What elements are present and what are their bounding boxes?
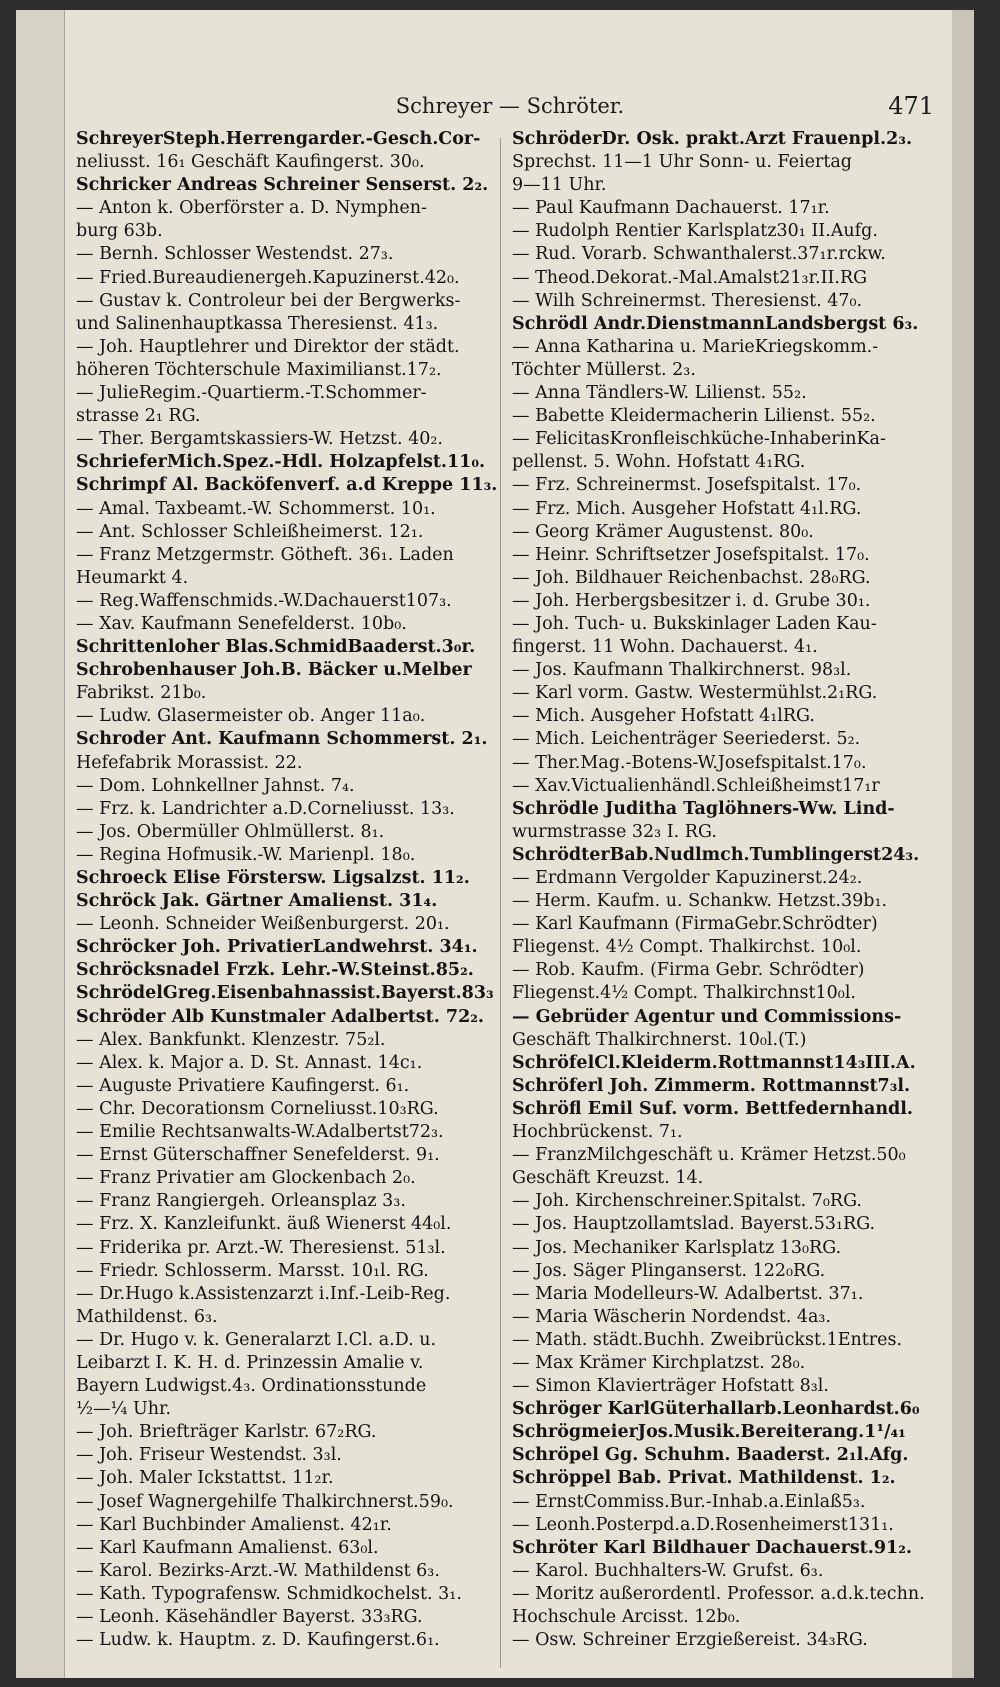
directory-entry-line: — Jos. Mechaniker Karlsplatz 13₀RG. [512, 1237, 842, 1258]
directory-entry-line: — Auguste Privatiere Kaufingerst. 6₁. [76, 1075, 410, 1096]
page-edge [952, 10, 974, 1678]
directory-entry-line: pellenst. 5. Wohn. Hofstatt 4₁RG. [512, 452, 806, 473]
directory-entry-line: — Amal. Taxbeamt.-W. Schommerst. 10₁. [76, 498, 436, 519]
directory-entry-line: SchrögmeierJos.Musik.Bereiterang.1¹/₄₁ [512, 1422, 906, 1443]
directory-entry-line: Schröger KarlGüterhallarb.Leonhardst.6₀ [512, 1399, 920, 1420]
directory-entry-line: — Mich. Leichenträger Seeriederst. 5₂. [512, 729, 861, 750]
directory-entry-line: — Anna Katharina u. MarieKriegskomm.- [512, 336, 879, 357]
directory-entry-line: Fliegenst. 4½ Compt. Thalkirchst. 10₀l. [512, 937, 862, 958]
column-divider [500, 138, 501, 1668]
directory-entry-line: — Joh. Herbergsbesitzer i. d. Grube 30₁. [512, 590, 871, 611]
directory-entry-line: — Josef Wagnergehilfe Thalkirchnerst.59₀. [76, 1491, 454, 1512]
directory-entry-line: strasse 2₁ RG. [76, 406, 201, 427]
directory-entry-line: — Alex. k. Major a. D. St. Annast. 14c₁. [76, 1052, 423, 1073]
directory-entry-line: — Joh. Tuch- u. Bukskinlager Laden Kau- [512, 613, 877, 634]
directory-entry-line: Geschäft Thalkirchnerst. 10₀l.(T.) [512, 1029, 807, 1050]
directory-entry-line: SchröderDr. Osk. prakt.Arzt Frauenpl.2₃. [512, 129, 913, 149]
directory-entry-line: — Joh. Briefträger Karlstr. 67₂RG. [76, 1422, 377, 1443]
directory-entry-line: Fabrikst. 21b₀. [76, 683, 207, 704]
facing-page-edge [16, 10, 65, 1678]
directory-entry-line: — Fried.Bureaudienergeh.Kapuzinerst.42₀. [76, 267, 460, 288]
directory-entry-line: — Georg Krämer Augustenst. 80₀. [512, 521, 814, 542]
directory-entry-line: — Joh. Maler Ickstattst. 11₂r. [76, 1468, 334, 1489]
directory-entry-line: — Xav. Kaufmann Senefelderst. 10b₀. [76, 613, 407, 634]
directory-entry-line: — Maria Wäscherin Nordendst. 4a₃. [512, 1306, 832, 1327]
directory-entry-line: — Theod.Dekorat.-Mal.Amalst21₃r.II.RG [512, 267, 868, 288]
directory-entry-line: — Reg.Waffenschmids.-W.Dachauerst107₃. [76, 590, 452, 611]
directory-entry-line: — Jos. Säger Plinganserst. 122₀RG. [512, 1260, 826, 1281]
directory-entry-line: — Joh. Friseur Westendst. 3₃l. [76, 1445, 342, 1466]
directory-entry-line: Schröder Alb Kunstmaler Adalbertst. 72₂. [76, 1006, 485, 1027]
directory-entry-line: SchrieferMich.Spez.-Hdl. Holzapfelst.11₀. [76, 452, 486, 473]
directory-entry-line: — Leonh. Schneider Weißenburgerst. 20₁. [76, 914, 450, 935]
directory-entry-line: — Bernh. Schlosser Westendst. 27₃. [76, 244, 394, 265]
directory-entry-line: Schrittenloher Blas.SchmidBaaderst.3₀r. [76, 637, 476, 658]
directory-entry-line: Schröcksnadel Frzk. Lehr.-W.Steinst.85₂. [76, 960, 474, 981]
directory-entry-line: Schröppel Bab. Privat. Mathildenst. 1₂. [512, 1468, 896, 1489]
directory-entry-line: — Rudolph Rentier Karlsplatz30₁ II.Aufg. [512, 221, 878, 242]
right-column [512, 128, 937, 1652]
directory-entry-line: SchrödterBab.Nudlmch.Tumblingerst24₃. [512, 844, 920, 865]
directory-entry-line: — Joh. Kirchenschreiner.Spitalst. 7₀RG. [512, 1191, 862, 1212]
directory-entry-line: Schrobenhauser Joh.B. Bäcker u.Melber [76, 660, 472, 681]
directory-entry-line: — Ther.Mag.-Botens-W.Josefspitalst.17₀. [512, 752, 867, 773]
directory-entry-line: — Kath. Typografensw. Schmidkochelst. 3₁. [76, 1583, 462, 1604]
directory-entry-line: — Erdmann Vergolder Kapuzinerst.24₂. [512, 868, 863, 888]
directory-entry-line: Schrödle Juditha Taglöhners-Ww. Lind- [512, 798, 895, 819]
directory-entry-line: Schröter Karl Bildhauer Dachauerst.91₂. [512, 1537, 912, 1558]
directory-entry-line: — Gustav k. Controleur bei der Bergwerks- [76, 290, 461, 311]
directory-entry-line: — Leonh. Käsehändler Bayerst. 33₃RG. [76, 1607, 423, 1627]
directory-entry-line: neliusst. 16₁ Geschäft Kaufingerst. 30₀. [76, 152, 425, 173]
directory-entry-line: ½—¼ Uhr. [76, 1399, 172, 1420]
directory-entry-line: — Wilh Schreinermst. Theresienst. 47₀. [512, 290, 863, 311]
directory-entry-line: — Ernst Güterschaffner Senefelderst. 9₁. [76, 1145, 440, 1166]
directory-entry-line: — Frz. Schreinermst. Josefspitalst. 17₀. [512, 475, 862, 496]
left-column [76, 128, 501, 1652]
directory-entry-line: — Karol. Bezirks-Arzt.-W. Mathildenst 6₃. [76, 1560, 440, 1581]
directory-entry-line: fingerst. 11 Wohn. Dachauerst. 4₁. [512, 637, 818, 658]
directory-entry-line: — Ludw. Glasermeister ob. Anger 11a₀. [76, 706, 426, 727]
directory-entry-line: Sprechst. 11—1 Uhr Sonn- u. Feiertag [512, 152, 853, 173]
directory-entry-line: — Anna Tändlers-W. Lilienst. 55₂. [512, 383, 807, 404]
directory-entry-line: — FranzMilchgeschäft u. Krämer Hetzst.50₀ [512, 1145, 906, 1166]
directory-entry-line: — Dr.Hugo k.Assistenzarzt i.Inf.-Leib-Reg. [76, 1283, 451, 1304]
directory-entry-line: Bayern Ludwigst.4₃. Ordinationsstunde [76, 1376, 427, 1397]
directory-entry-line: Hochschule Arcisst. 12b₀. [512, 1607, 741, 1627]
directory-entry-line: — Jos. Hauptzollamtslad. Bayerst.53₁RG. [512, 1214, 876, 1235]
directory-entry-line: Mathildenst. 6₃. [76, 1306, 218, 1327]
directory-entry-line: Schricker Andreas Schreiner Senserst. 2₂. [76, 175, 489, 196]
directory-entry-line: Schrimpf Al. Backöfenverf. a.d Kreppe 11₃. [76, 475, 498, 496]
directory-entry-line: — Leonh.Posterpd.a.D.Rosenheimerst131₁. [512, 1514, 894, 1535]
directory-entry-line: — Maria Modelleurs-W. Adalbertst. 37₁. [512, 1283, 864, 1304]
directory-entry-line: — Rob. Kaufm. (Firma Gebr. Schrödter) [512, 960, 865, 981]
directory-entry-line: — Jos. Obermüller Ohlmüllerst. 8₁. [76, 821, 385, 842]
directory-entry-line: — Jos. Kaufmann Thalkirchnerst. 98₃l. [512, 660, 852, 681]
directory-entry-line: SchröfelCl.Kleiderm.Rottmannst14₃III.A. [512, 1052, 916, 1073]
directory-entry-line: Schröferl Joh. Zimmerm. Rottmannst7₃l. [512, 1075, 911, 1096]
directory-entry-line: Heumarkt 4. [76, 567, 189, 588]
directory-entry-line: — Moritz außerordentl. Professor. a.d.k.techn. [512, 1583, 925, 1604]
running-head: Schreyer — Schröter. [395, 94, 625, 118]
directory-entry-line: — Dom. Lohnkellner Jahnst. 7₄. [76, 775, 355, 796]
directory-entry-line: — Xav.Victualienhändl.Schleißheimst17₁r [512, 775, 880, 796]
directory-entry-line: — Frz. k. Landrichter a.D.Corneliusst. 13₃. [76, 798, 455, 819]
directory-entry-line: Schröck Jak. Gärtner Amalienst. 31₄. [76, 891, 438, 912]
directory-entry-line: — Ludw. k. Hauptm. z. D. Kaufingerst.6₁. [76, 1630, 440, 1651]
directory-entry-line: — Osw. Schreiner Erzgießereist. 34₃RG. [512, 1630, 868, 1651]
directory-entry-line: Leibarzt I. K. H. d. Prinzessin Amalie v. [76, 1352, 424, 1373]
directory-entry-line: — Max Krämer Kirchplatzst. 28₀. [512, 1352, 806, 1373]
directory-entry-line: — Karl vorm. Gastw. Westermühlst.2₁RG. [512, 683, 878, 704]
directory-entry-line: — Alex. Bankfunkt. Klenzestr. 75₂l. [76, 1029, 386, 1050]
directory-entry-line: — Dr. Hugo v. k. Generalarzt I.Cl. a.D. u. [76, 1329, 437, 1350]
directory-entry-line: — Ther. Bergamtskassiers-W. Hetzst. 40₂. [76, 429, 443, 450]
directory-entry-line: — Karol. Buchhalters-W. Grufst. 6₃. [512, 1560, 824, 1581]
directory-entry-line: Schrödl Andr.DienstmannLandsbergst 6₃. [512, 313, 919, 334]
page-number: 471 [888, 92, 934, 120]
directory-entry-line: Töchter Müllerst. 2₃. [512, 359, 696, 380]
page-header [76, 88, 944, 128]
directory-entry-line: — Chr. Decorationsm Corneliusst.10₃RG. [76, 1098, 439, 1119]
directory-entry-line: Schroeck Elise Förstersw. Ligsalzst. 11₂. [76, 868, 470, 888]
directory-entry-line: — Franz Rangiergeh. Orleansplaz 3₃. [76, 1191, 406, 1212]
directory-entry-line: — Paul Kaufmann Dachauerst. 17₁r. [512, 198, 830, 219]
directory-entry-line: — Karl Kaufmann Amalienst. 63₀l. [76, 1537, 379, 1558]
directory-entry-line: — Karl Buchbinder Amalienst. 42₁r. [76, 1514, 392, 1535]
directory-entry-line: — Anton k. Oberförster a. D. Nymphen- [76, 198, 427, 219]
directory-entry-line: — Franz Privatier am Glockenbach 2₀. [76, 1168, 416, 1189]
directory-entry-line: — Math. städt.Buchh. Zweibrückst.1Entres. [512, 1329, 903, 1350]
directory-entry-line: — Heinr. Schriftsetzer Josefspitalst. 17₀. [512, 544, 870, 565]
directory-entry-line: Schroder Ant. Kaufmann Schommerst. 2₁. [76, 729, 488, 750]
directory-entry-line: Hochbrückenst. 7₁. [512, 1122, 683, 1143]
directory-entry-line: — Frz. Mich. Ausgeher Hofstatt 4₁l.RG. [512, 498, 862, 519]
directory-entry-line: — Friedr. Schlosserm. Marsst. 10₁l. RG. [76, 1260, 429, 1281]
directory-entry-line: SchrödelGreg.Eisenbahnassist.Bayerst.83₃ [76, 983, 494, 1004]
directory-entry-line: — Herm. Kaufm. u. Schankw. Hetzst.39b₁. [512, 891, 888, 912]
directory-entry-line: Schröfl Emil Suf. vorm. Bettfedernhandl. [512, 1098, 914, 1119]
directory-entry-line: SchreyerSteph.Herrengarder.-Gesch.Cor- [76, 129, 481, 149]
directory-entry-line: — Karl Kaufmann (FirmaGebr.Schrödter) [512, 914, 878, 935]
directory-entry-line: — Joh. Hauptlehrer und Direktor der städt. [76, 336, 460, 357]
directory-entry-line: Hefefabrik Morassist. 22. [76, 752, 303, 773]
directory-entry-line: — Frz. X. Kanzleifunkt. äuß Wienerst 44₀l. [76, 1214, 452, 1235]
directory-entry-line: Geschäft Kreuzst. 14. [512, 1168, 704, 1189]
directory-entry-line: Schröcker Joh. PrivatierLandwehrst. 34₁. [76, 937, 478, 958]
directory-entry-line: 9—11 Uhr. [512, 175, 607, 196]
directory-entry-line: burg 63b. [76, 221, 163, 242]
directory-entry-line: wurmstrasse 32₃ I. RG. [512, 821, 717, 842]
directory-entry-line: — JulieRegim.-Quartierm.-T.Schommer- [76, 383, 427, 404]
directory-page [16, 10, 974, 1678]
directory-entry-line: — Emilie Rechtsanwalts-W.Adalbertst72₃. [76, 1122, 444, 1143]
directory-entry-line: — Franz Metzgermstr. Götheft. 36₁. Laden [76, 544, 454, 565]
directory-entry-line: — Joh. Bildhauer Reichenbachst. 28₀RG. [512, 567, 871, 588]
directory-entry-line: höheren Töchterschule Maximilianst.17₂. [76, 359, 442, 380]
directory-entry-line: — Regina Hofmusik.-W. Marienpl. 18₀. [76, 844, 416, 865]
directory-entry-line: — Ant. Schlosser Schleißheimerst. 12₁. [76, 521, 424, 542]
directory-entry-line: — Babette Kleidermacherin Lilienst. 55₂. [512, 406, 876, 427]
directory-entry-line: — Friderika pr. Arzt.-W. Theresienst. 51₃l. [76, 1237, 446, 1258]
directory-entry-line: — Rud. Vorarb. Schwanthalerst.37₁r.rckw. [512, 244, 886, 265]
directory-entry-line: und Salinenhauptkassa Theresienst. 41₃. [76, 313, 439, 334]
directory-entry-line: — Mich. Ausgeher Hofstatt 4₁lRG. [512, 706, 815, 727]
directory-entry-line: Fliegenst.4½ Compt. Thalkirchnst10₀l. [512, 983, 856, 1004]
directory-entry-line: — Gebrüder Agentur und Commissions- [512, 1006, 902, 1027]
directory-entry-line: — FelicitasKronfleischküche-InhaberinKa- [512, 429, 886, 450]
directory-entry-line: — Simon Klavierträger Hofstatt 8₃l. [512, 1376, 829, 1397]
directory-entry-line: Schröpel Gg. Schuhm. Baaderst. 2₁l.Afg. [512, 1445, 909, 1466]
directory-entry-line: — ErnstCommiss.Bur.-Inhab.a.Einlaß5₃. [512, 1491, 866, 1512]
